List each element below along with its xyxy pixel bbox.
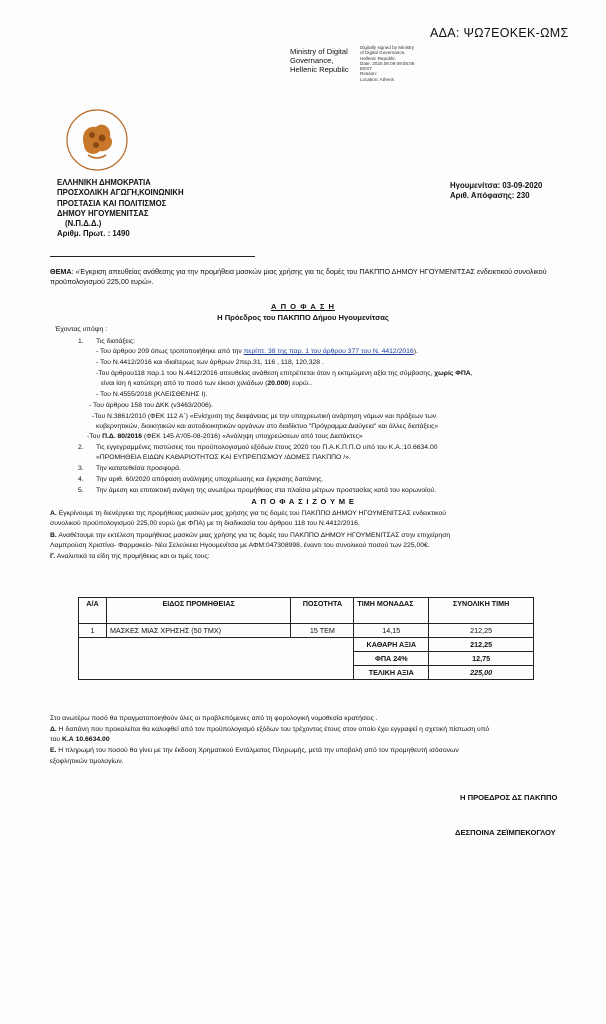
item-text: - Του Ν.4555/2018 (ΚΛΕΙΣΘΕΝΗΣ Ι).: [96, 391, 208, 398]
ministry-name: Ministry of Digital Governance, Hellenic Republic: [290, 47, 349, 74]
header-cell: ΠΟΣΟΤΗΤΑ: [291, 598, 354, 624]
items-table: [78, 597, 534, 680]
footer-point-d: Δ. Η δαπάνη που προκαλείται θα καλυφθεί από τον προϋπολογισμό εξόδων του τρέχοντος έτους στον οποίο έχει εγγραφεί η σχετική πίστωση υπό: [50, 726, 490, 733]
considering-label: Έχοντας υπόψη :: [55, 326, 108, 333]
item-text: -Του Π.Δ. 80/2016 (ΦΕΚ 145 Α'/05-08-2016) «Ανάληψη υποχρεώσεων από τους Διατάκτες»: [87, 433, 363, 440]
date-and-number: [450, 181, 542, 201]
item-number: 5.: [78, 487, 84, 494]
header-divider: [50, 256, 255, 257]
empty-cell: [79, 638, 354, 680]
header-cell: Α/Α: [79, 598, 107, 624]
law-link[interactable]: περίπτ. 38 της παρ. 1 του άρθρου 377 του Ν. 4412/2016: [243, 348, 414, 355]
item-text: Τις διατάξεις:: [96, 338, 136, 345]
document-date: Ηγουμενίτσα: 03-09-2020: [450, 181, 543, 190]
table-row: [79, 624, 534, 638]
item-number: 4.: [78, 476, 84, 483]
header-cell: ΕΙΔΟΣ ΠΡΟΜΗΘΕΙΑΣ: [106, 598, 290, 624]
total-value: 225,00: [429, 666, 534, 680]
decision-subtitle: Η Πρόεδρος του ΠΑΚΠΠΟ Δήμου Ηγουμενίτσας: [217, 313, 389, 322]
decide-title: Α Π Ο Φ Α Σ Ι Ζ Ο Υ Μ Ε: [251, 497, 355, 506]
net-label: ΚΑΘΑΡΗ ΑΞΙΑ: [354, 638, 429, 652]
subject: [50, 267, 570, 286]
subject-label: ΘΕΜΑ: [50, 267, 72, 276]
table-cell: 212,25: [429, 624, 534, 638]
item-number: 2.: [78, 444, 84, 451]
signatory-role: Η ΠΡΟΕΔΡΟΣ ΔΣ ΠΑΚΠΠΟ: [460, 793, 558, 802]
decision-point-b: Β. Αναθέτουμε την εκτέλεση προμήθειας μασκών μιας χρήσης για τις δομές του ΠΑΚΠΠΟ ΔΗΜΟΥ ΗΓΟΥΜΕΝΙΤΣΑΣ στην επιχείρηση: [50, 532, 451, 539]
table-cell: 1: [79, 624, 107, 638]
decision-point-c: Γ. Αναλυτικά τα είδη της προμήθειας και οι τιμές τους:: [50, 553, 210, 560]
signatory-name: ΔΕΣΠΟΙΝΑ ΖΕΪΜΠΕΚΟΓΛΟΥ: [455, 828, 556, 837]
item-text: -Του άρθρου118 παρ.1 του Ν.4412/2016 απευθείας ανάθεση επιτρέπεται όταν η εκτιμώμενη αξία της σύμβασης, χωρίς ΦΠΑ,: [96, 370, 473, 377]
ada-code: ΑΔΑ: ΨΩ7ΕΟΚΕΚ-ΩΜΣ: [430, 26, 569, 40]
item-text: - Του άρθρου 209 όπως τροποποιήθηκε από την περίπτ. 38 της παρ. 1 του άρθρου 377 του Ν. 4412/2016).: [96, 348, 418, 355]
total-label: ΤΕΛΙΚΗ ΑΞΙΑ: [354, 666, 429, 680]
table-cell: 14,15: [354, 624, 429, 638]
vat-value: 12,75: [429, 652, 534, 666]
footer-point-e-cont: εξοφλητικών τιμολογίων.: [50, 758, 124, 765]
item-text: Την αριθ. 60/2020 απόφαση ανάληψης υποχρέωσης και έγκρισης δαπάνης.: [96, 476, 324, 483]
item-text: Την κατατεθείσα προσφορά.: [96, 465, 181, 472]
footer-point-e: Ε. Η πληρωμή του ποσού θα γίνει με την έκδοση Χρηματικού Εντάλματος Πληρωμής, μετά την υποβολή από τον προμηθευτή ισόσονων: [50, 747, 459, 754]
decision-point-a-cont: συνολικού προϋπολογισμού 225,00 ευρώ (με ΦΠΑ) με τη διαδικασία του άρθρου 118 του Ν.4412/2016.: [50, 520, 360, 527]
decision-title: Α Π Ο Φ Α Σ Η: [270, 302, 335, 311]
footer-text: Στο ανωτέρω ποσό θα πραγματοποιηθούν όλες οι προβλεπόμενες από τη φορολογική νομοθεσία κρατήσεις .: [50, 715, 378, 722]
table-header-row: [79, 598, 534, 624]
item-text: - Του Ν.4412/2016 και ιδιαίτερως των άρθρων 2περ.31, 116 , 118, 120,328 .: [96, 359, 324, 366]
decision-point-a: Α. Εγκρίνουμε τη διενέργεια της προμήθειας μασκών μιας χρήσης για τις δομές του ΠΑΚΠΠΟ ΔΗΜΟΥ ΗΓΟΥΜΕΝΙΤΣΑΣ ενδεικτικού: [50, 510, 446, 517]
item-text: είναι ίση ή κατώτερη από το ποσό των είκοσι χιλιάδων (20.000) ευρώ..: [101, 380, 313, 387]
item-text: Την άμεση και επιτακτική ανάγκη της ανωτέρω προμήθειας στα πλαίσια μέτρων προστασίας κατά του κορωνοϊού.: [96, 487, 437, 494]
item-text: - Του άρθρου 158 του ΔΚΚ (ν3463/2006).: [89, 402, 213, 409]
issuer-header: ΕΛΛΗΝΙΚΗ ΔΗΜΟΚΡΑΤΙΑ ΠΡΟΣΧΟΛΙΚΗ ΑΓΩΓΗ,ΚΟΙΝΩΝΙΚΗ ΠΡΟΣΤΑΣΙΑ ΚΑΙ ΠΟΛΙΤΙΣΜΟΣ ΔΗΜΟΥ ΗΓΟΥΜΕΝΙΤΣΑΣ (Ν.Π.Δ.Δ.) Αριθμ. Πρωτ. : 1490: [57, 178, 184, 239]
subject-text: : «Έγκριση απευθείας ανάθεσης για την προμήθεια μασκών μιας χρήσης για τις δομές του ΠΑΚΠΠΟ ΔΗΜΟΥ ΗΓΟΥΜΕΝΙΤΣΑΣ ενδεικτικού συνολικού προϋπολογισμού 225,00 ευρώ».: [50, 267, 547, 286]
net-value: 212,25: [429, 638, 534, 652]
item-text: «ΠΡΟΜΗΘΕΙΑ ΕΙΔΩΝ ΚΑΘΑΡΙΟΤΗΤΟΣ ΚΑΙ ΕΥΠΡΕΠΙΣΜΟΥ /ΔΟΜΕΣ ΠΑΚΠΠΟ /».: [96, 454, 351, 461]
item-text: Τις εγγεγραμμένες πιστώσεις του προϋπολογισμού εξόδων έτους 2020 του Π.Α.Κ.Π.Π.Ο υπό του Κ.Α.:10.6634.00: [96, 444, 438, 451]
table-row: [79, 638, 534, 652]
footer-point-d-cont: του Κ.Α 10.6634.00: [50, 736, 110, 743]
header-cell: ΣΥΝΟΛΙΚΗ ΤΙΜΗ: [429, 598, 534, 624]
digital-signature-details: Digitally signed by Ministry of Digital Governance, Hellenic Republic Date: 2020.09.09 09:05:06 EEST Reason: Location: Athens: [360, 45, 415, 82]
table-cell: ΜΑΣΚΕΣ ΜΙΑΣ ΧΡΗΣΗΣ (50 ΤΜΧ): [106, 624, 290, 638]
table-cell: 15 ΤΕΜ: [291, 624, 354, 638]
item-text: κυβερνητικών, διοικητικών και αυτοδιοικητικών οργάνων στο διαδίκτυο "Πρόγραμμα Διαύγεια" και άλλες διατάξεις»: [96, 423, 439, 430]
item-text: -Του Ν.3861/2010 (ΦΕΚ 112 Α΄) «Ενίσχυση της διαφάνειας με την υποχρεωτική ανάρτηση νόμων και πράξεων των: [92, 413, 437, 420]
item-number: 1.: [78, 338, 84, 345]
organization-logo: [62, 105, 132, 175]
header-cell: ΤΙΜΗ ΜΟΝΑΔΑΣ: [354, 598, 429, 624]
decision-number: Αριθ. Απόφασης: 230: [450, 191, 530, 200]
item-number: 3.: [78, 465, 84, 472]
vat-label: ΦΠΑ 24%: [354, 652, 429, 666]
decision-point-b-cont: Λαμπρούση Χριστίνα- Φαρμακείο- Νέα Σελεύκεια Ηγουμενίτσα με ΑΦΜ:047308998, έναντι του συνολικού ποσού των 225,00€.: [50, 542, 430, 549]
